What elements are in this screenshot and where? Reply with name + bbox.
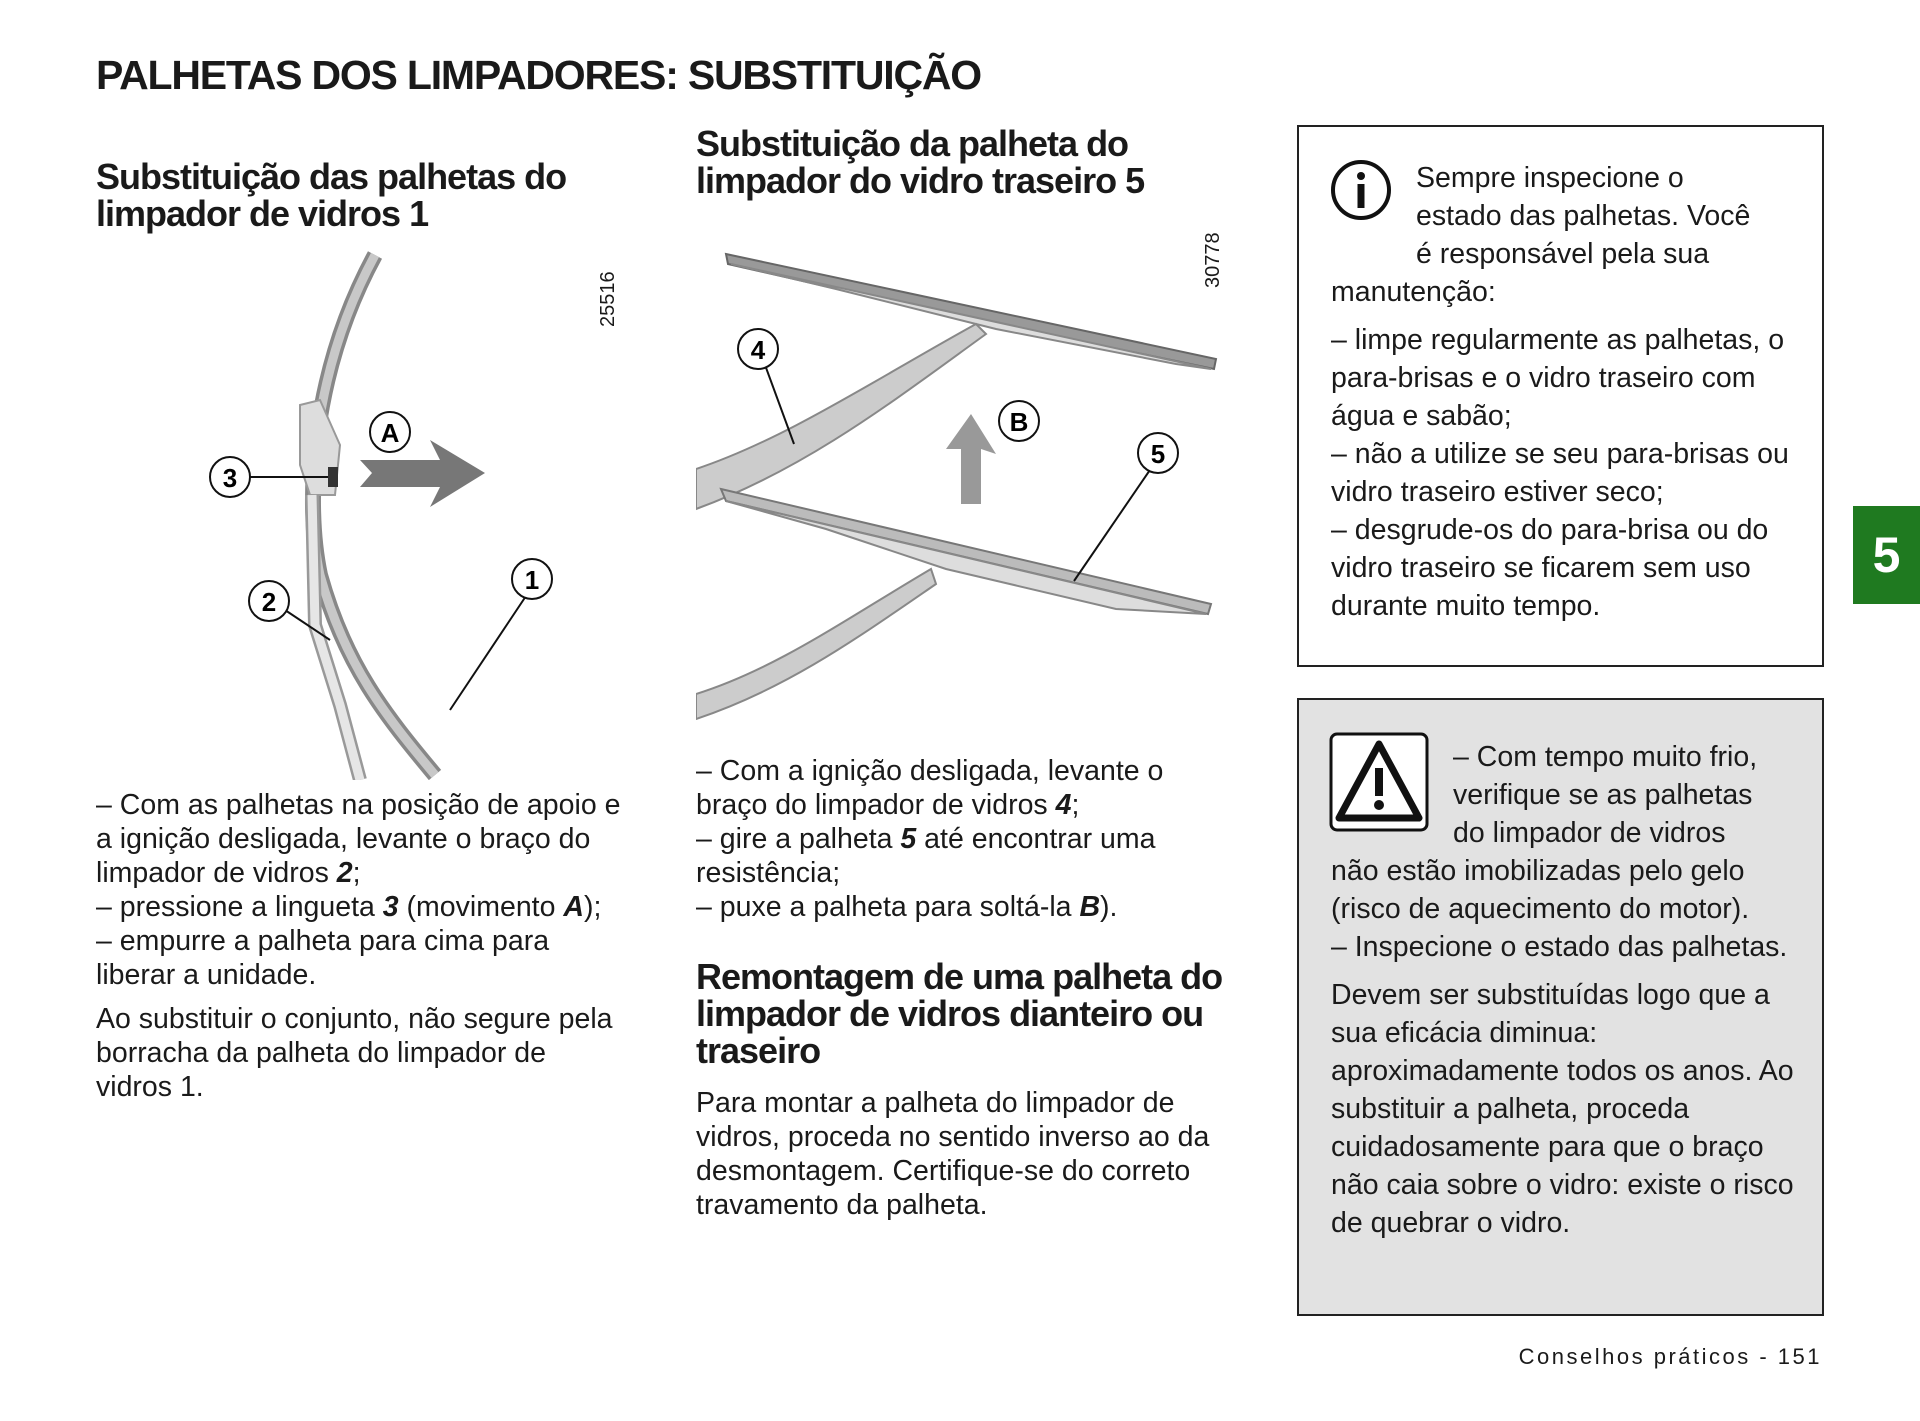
label-2: 2 [261,587,277,617]
step-1: – Com as palhetas na posição de apoio e a ignição desligada, levante o braço do limpador de vidros 2; [96,789,621,889]
warning-intro-1: – Com tempo muito frio, [1453,741,1758,773]
warning-intro-tail: não estão imobilizadas pelo gelo (risco de aquecimento do motor). [1331,855,1750,925]
warning-box [1297,698,1824,1316]
label-5: 5 [1150,439,1166,469]
info-intro-2: estado das palhetas. Você [1416,200,1751,232]
info-item: – não a utilize se seu para-brisas ou vidro traseiro estiver seco; [1331,438,1789,508]
section-heading-rear: Substituição da palheta do limpador do vidro traseiro 5 [696,123,1145,201]
info-intro-1: Sempre inspecione o [1416,162,1684,194]
label-B: B [1009,407,1029,437]
front-note: Ao substituir o conjunto, não segure pela borracha da palheta do limpador de vidros 1. [96,1003,613,1103]
section-heading-front: Substituição das palhetas do limpador de vidros 1 [96,156,567,234]
warning-intro-2: verifique se as palhetas [1453,779,1753,811]
rear-instructions [696,754,1226,924]
warning-paragraph: Devem ser substituídas logo que a sua eficácia diminua: aproximadamente todos os anos. Ao substituir a palheta, proceda cuidadosamente para que o braço não caia sobre o vidro: existe o risco de quebrar o vidro. [1331,979,1794,1239]
warning-item: – Inspecione o estado das palhetas. [1331,931,1788,963]
info-intro-3: é responsável pela sua [1416,238,1710,270]
info-item: – desgrude-os do para-brisa ou do vidro traseiro se ficarem sem uso durante muito tempo. [1331,514,1769,622]
page-footer: Conselhos práticos - 151 [1518,1344,1822,1369]
reassembly-text: Para montar a palheta do limpador de vidros, proceda no sentido inverso ao da desmontagem. Certifique-se do correto travamento da palheta. [696,1087,1210,1221]
figure-front-wiper [200,245,640,780]
step-2: – pressione a lingueta 3 (movimento A); [96,891,602,923]
label-3: 3 [222,463,238,493]
label-4: 4 [750,335,766,365]
step-3: – puxe a palheta para soltá-la B). [696,891,1118,923]
info-intro-tail: manutenção: [1331,276,1496,308]
step-1: – Com a ignição desligada, levante o braço do limpador de vidros 4; [696,755,1164,821]
front-instructions [96,788,626,1104]
page-title: PALHETAS DOS LIMPADORES: SUBSTITUIÇÃO [96,52,981,98]
step-2: – gire a palheta 5 até encontrar uma resistência; [696,823,1156,889]
info-box [1297,125,1824,667]
label-1: 1 [524,565,540,595]
chapter-tab: 5 [1853,506,1920,604]
figure-ref-number: 25516 [597,271,619,327]
figure-rear-wiper [696,239,1226,724]
figure-ref-number: 30778 [1202,232,1224,288]
label-A: A [380,418,400,448]
section-heading-reassembly: Remontagem de uma palheta do limpador de vidros dianteiro ou traseiro [696,956,1223,1071]
step-3: – empurre a palheta para cima para liberar a unidade. [96,925,550,991]
warning-intro-3: do limpador de vidros [1453,817,1726,849]
info-item: – limpe regularmente as palhetas, o para-brisas e o vidro traseiro com água e sabão; [1331,324,1785,432]
